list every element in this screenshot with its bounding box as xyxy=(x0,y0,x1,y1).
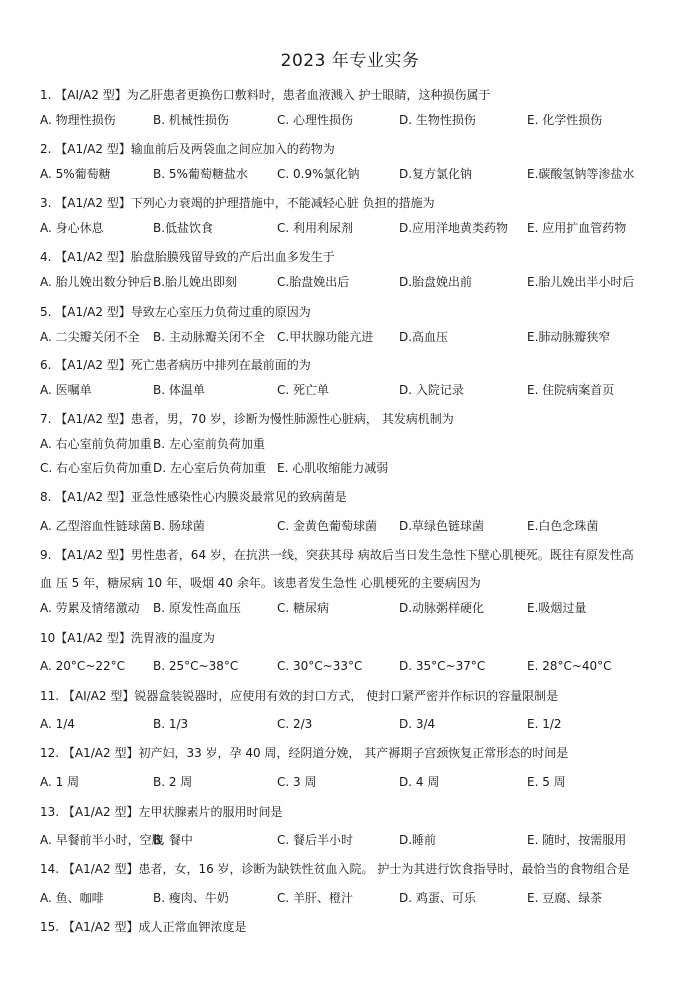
option-a: A. 二尖瓣关闭不全 xyxy=(40,330,140,344)
option-e: E. 化学性损伤 xyxy=(527,113,603,127)
question-stem: 9. 【A1/A2 型】男性患者，64 岁，在抗洪一线，突获其母 病故后当日发生急性下壁心肌梗死。既往有原发性高 xyxy=(40,548,634,562)
option-d: D. 35°C~37°C xyxy=(399,659,486,673)
option-c: C. 死亡单 xyxy=(277,383,330,397)
option-c: C.胎盘娩出后 xyxy=(277,275,350,289)
option-d: D. 入院记录 xyxy=(399,383,464,397)
option-e: E. 28°C~40°C xyxy=(527,659,612,673)
question-stem: 4. 【A1/A2 型】胎盘胎膜残留导致的产后出血多发生于 xyxy=(40,250,335,264)
option-e: E. 5 周 xyxy=(527,775,566,789)
option-c: C.甲状腺功能亢进 xyxy=(277,330,374,344)
option-d: D. 3/4 xyxy=(399,717,436,731)
option-c: C. 2/3 xyxy=(277,717,313,731)
option-b: B. 体温单 xyxy=(153,383,205,397)
page-title: 2023 年专业实务 xyxy=(280,51,420,71)
option-c: E. 心肌收缩能力减弱 xyxy=(277,461,389,475)
option-e: E.碳酸氢钠等渗盐水 xyxy=(527,167,635,181)
option-d: D.应用洋地黄类药物 xyxy=(399,221,509,235)
question-stem: 5. 【A1/A2 型】导致左心室压力负荷过重的原因为 xyxy=(40,305,311,319)
question-stem: 7. 【A1/A2 型】患者，男，70 岁，诊断为慢性肺源性心脏病， 其发病机制为 xyxy=(40,412,454,426)
question-stem: 3. 【A1/A2 型】下列心力衰竭的护理措施中，不能减轻心脏 负担的措施为 xyxy=(40,196,435,210)
option-d: D. 鸡蛋、可乐 xyxy=(399,891,476,905)
option-a: A. 劳累及情绪激动 xyxy=(40,601,140,615)
question-stem: 11. 【AI/A2 型】锐器盒装锐器时，应使用有效的封口方式， 使封口紧严密并作标识的容量限制是 xyxy=(40,689,559,703)
question-stem: 8. 【A1/A2 型】亚急性感染性心内膜炎最常见的致病菌是 xyxy=(40,490,347,504)
option-b: B. 原发性高血压 xyxy=(153,601,241,615)
option-b: B. 机械性损伤 xyxy=(153,113,229,127)
option-a: A. 早餐前半小时，空腹 xyxy=(40,833,164,847)
option-c: C. 30°C~33°C xyxy=(277,659,363,673)
option-c: C. 0.9%氯化钠 xyxy=(277,167,360,181)
option-a: A. 20°C~22°C xyxy=(40,659,125,673)
option-b: D. 左心室后负荷加重 xyxy=(153,461,266,475)
option-d: D. 4 周 xyxy=(399,775,440,789)
option-a: A. 1/4 xyxy=(40,717,75,731)
option-a: A. 身心休息 xyxy=(40,221,104,235)
option-a: A. 5%葡萄糖 xyxy=(40,167,111,181)
option-c: C. 金黄色葡萄球菌 xyxy=(277,519,378,533)
option-b: B. 左心室前负荷加重 xyxy=(153,437,265,451)
option-b: B. 瘦肉、牛奶 xyxy=(153,891,229,905)
option-b: B. 肠球菌 xyxy=(153,519,205,533)
question-stem: 13. 【A1/A2 型】左甲状腺素片的服用时间是 xyxy=(40,805,283,819)
option-a: A. 右心室前负荷加重 xyxy=(40,437,152,451)
option-a: A. 1 周 xyxy=(40,775,80,789)
question-stem: 10【A1/A2 型】洗胃液的温度为 xyxy=(40,631,215,645)
option-b: B.低盐饮食 xyxy=(153,221,214,235)
option-c: C. 羊肝、橙汁 xyxy=(277,891,354,905)
option-b: B.胎儿娩出即刻 xyxy=(153,275,238,289)
question-stem: 14. 【A1/A2 型】患者，女，16 岁，诊断为缺铁性贫血入院。 护士为其进行饮食指导时，最恰当的食物组合是 xyxy=(40,862,630,876)
option-c: C. 3 周 xyxy=(277,775,317,789)
option-b: B. 5%葡萄糖盐水 xyxy=(153,167,248,181)
question-stem: 15. 【A1/A2 型】成人正常血钾浓度是 xyxy=(40,920,247,934)
question-stem: 6. 【A1/A2 型】死亡患者病历中排列在最前面的为 xyxy=(40,358,311,372)
option-c: C. 餐后半小时 xyxy=(277,833,354,847)
option-a: A. 胎儿娩出数分钟后 xyxy=(40,275,152,289)
option-e: E. 豆腐、绿茶 xyxy=(527,891,603,905)
option-d: D.草绿色链球菌 xyxy=(399,519,485,533)
question-stem: 血 压 5 年，糖尿病 10 年，吸烟 40 余年。该患者发生急性 心肌梗死的主要病因为 xyxy=(40,576,481,590)
option-a: A. 乙型溶血性链球菌 xyxy=(40,519,152,533)
option-e: E. 应用扩血管药物 xyxy=(527,221,627,235)
option-d: D. 生物性损伤 xyxy=(399,113,476,127)
option-e: E. 住院病案首页 xyxy=(527,383,615,397)
option-a: A. 医嘱单 xyxy=(40,383,92,397)
option-a: A. 鱼、咖啡 xyxy=(40,891,104,905)
option-b: B. 主动脉瓣关闭不全 xyxy=(153,330,265,344)
option-b: B. 1/3 xyxy=(153,717,189,731)
option-e: E.肺动脉瓣狭窄 xyxy=(527,330,611,344)
option-d: D.动脉粥样硬化 xyxy=(399,601,485,615)
option-c: C. 糖尿病 xyxy=(277,601,330,615)
option-c: C. 利用利尿剂 xyxy=(277,221,354,235)
option-e: E.吸烟过量 xyxy=(527,601,587,615)
option-a: A. 物理性损伤 xyxy=(40,113,116,127)
option-c: C. 心理性损伤 xyxy=(277,113,354,127)
option-d: D.胎盘娩出前 xyxy=(399,275,473,289)
option-d: D.高血压 xyxy=(399,330,449,344)
option-a: C. 右心室后负荷加重 xyxy=(40,461,153,475)
option-e: E.白色念珠菌 xyxy=(527,519,599,533)
option-b: B. 餐中 xyxy=(153,833,193,847)
option-d: D.复方氯化钠 xyxy=(399,167,473,181)
option-b: B. 25°C~38°C xyxy=(153,659,239,673)
question-stem: 1. 【AI/A2 型】为乙肝患者更换伤口敷料时，患者血液溅入 护士眼睛，这种损伤属于 xyxy=(40,88,491,102)
question-stem: 12. 【A1/A2 型】初产妇，33 岁，孕 40 周，经阴道分娩， 其产褥期子宫颈恢复正常形态的时间是 xyxy=(40,746,569,760)
option-d: D.睡前 xyxy=(399,833,437,847)
question-stem: 2. 【A1/A2 型】输血前后及两袋血之间应加入的药物为 xyxy=(40,142,335,156)
option-b: B. 2 周 xyxy=(153,775,193,789)
option-e: E.胎儿娩出半小时后 xyxy=(527,275,635,289)
option-e: E. 随时，按需服用 xyxy=(527,833,627,847)
option-e: E. 1/2 xyxy=(527,717,562,731)
